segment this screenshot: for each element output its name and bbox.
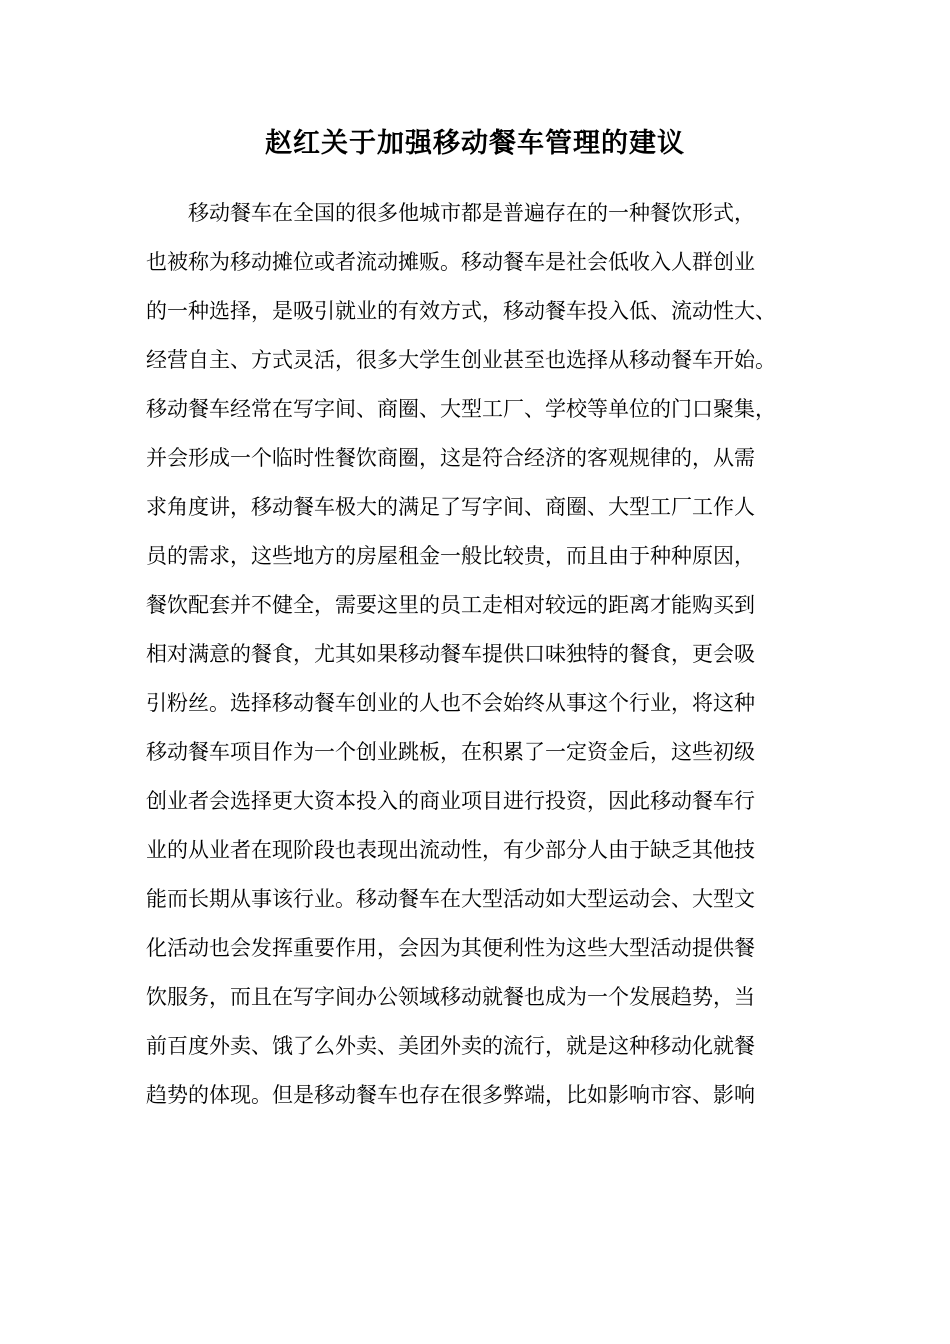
body-line: 能而长期从事该行业。移动餐车在大型活动如大型运动会、大型文: [146, 887, 755, 911]
document-title: 赵红关于加强移动餐车管理的建议: [265, 128, 685, 159]
body-line: 化活动也会发挥重要作用，会因为其便利性为这些大型活动提供餐: [146, 936, 755, 960]
body-line: 创业者会选择更大资本投入的商业项目进行投资，因此移动餐车行: [146, 789, 755, 813]
document-body: [146, 189, 816, 1120]
body-line: 移动餐车在全国的很多他城市都是普遍存在的一种餐饮形式，: [188, 201, 755, 225]
body-line: 经营自主、方式灵活，很多大学生创业甚至也选择从移动餐车开始。: [146, 348, 776, 372]
body-line: 并会形成一个临时性餐饮商圈，这是符合经济的客观规律的，从需: [146, 446, 755, 470]
body-line: 也被称为移动摊位或者流动摊贩。移动餐车是社会低收入人群创业: [146, 250, 755, 274]
body-line: 移动餐车项目作为一个创业跳板，在积累了一定资金后，这些初级: [146, 740, 755, 764]
body-line: 前百度外卖、饿了么外卖、美团外卖的流行，就是这种移动化就餐: [146, 1034, 755, 1058]
body-line: 员的需求，这些地方的房屋租金一般比较贵，而且由于种种原因，: [146, 544, 755, 568]
body-line: 相对满意的餐食，尤其如果移动餐车提供口味独特的餐食，更会吸: [146, 642, 755, 666]
body-line: 饮服务，而且在写字间办公领域移动就餐也成为一个发展趋势，当: [146, 985, 755, 1009]
body-line: 移动餐车经常在写字间、商圈、大型工厂、学校等单位的门口聚集，: [146, 397, 776, 421]
body-line: 求角度讲，移动餐车极大的满足了写字间、商圈、大型工厂工作人: [146, 495, 755, 519]
body-line: 的一种选择，是吸引就业的有效方式，移动餐车投入低、流动性大、: [146, 299, 776, 323]
body-line: 业的从业者在现阶段也表现出流动性，有少部分人由于缺乏其他技: [146, 838, 755, 862]
body-line: 引粉丝。选择移动餐车创业的人也不会始终从事这个行业，将这种: [146, 691, 755, 715]
body-line: 餐饮配套并不健全，需要这里的员工走相对较远的距离才能购买到: [146, 593, 755, 617]
body-line: 趋势的体现。但是移动餐车也存在很多弊端，比如影响市容、影响: [146, 1083, 755, 1107]
